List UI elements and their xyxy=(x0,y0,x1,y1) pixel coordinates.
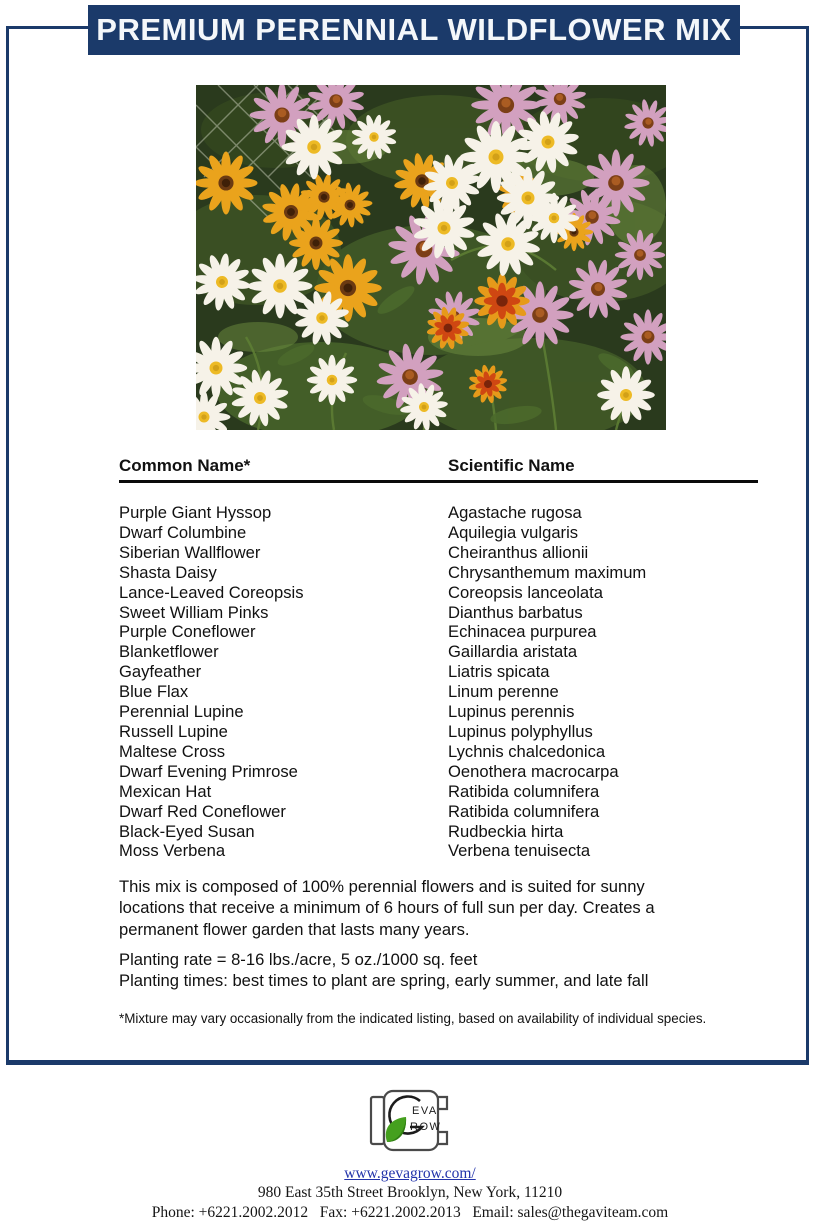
table-row xyxy=(119,523,758,543)
scientific-name-cell: Linum perenne xyxy=(448,682,559,702)
mixture-footnote: *Mixture may vary occasionally from the indicated listing, based on availability of individual species. xyxy=(119,1011,707,1026)
wildflower-photo-illustration xyxy=(196,85,666,430)
scientific-name-cell: Agastache rugosa xyxy=(448,503,582,522)
table-row xyxy=(119,603,758,623)
scientific-name-cell: Oenothera macrocarpa xyxy=(448,761,619,781)
table-row xyxy=(119,543,758,563)
common-name-cell: Blue Flax xyxy=(119,682,189,702)
scientific-name-cell: Verbena tenuisecta xyxy=(448,841,591,861)
contact-text: Phone: +6221.2002.2012 Fax: +6221.2002.2013 Email: sales@thegaviteam.com xyxy=(151,1204,669,1221)
scientific-name-cell: Lupinus perennis xyxy=(448,702,575,722)
scientific-name-cell: Chrysanthemum maximum xyxy=(448,562,647,582)
page-title: PREMIUM PERENNIAL WILDFLOWER MIX xyxy=(96,12,732,47)
common-name-cell: Perennial Lupine xyxy=(119,702,244,722)
common-name-column-header: Common Name* xyxy=(119,456,251,475)
planting-times: Planting times: best times to plant are spring, early summer, and late fall xyxy=(119,971,649,991)
table-row xyxy=(119,702,758,722)
table-row xyxy=(119,802,758,822)
table-row xyxy=(119,682,758,702)
common-name-cell: Blanketflower xyxy=(119,642,219,662)
title-banner xyxy=(88,5,740,55)
common-name-cell: Sweet William Pinks xyxy=(119,602,269,622)
mix-description-line: permanent flower garden that lasts many years. xyxy=(119,919,470,939)
planting-rate: Planting rate = 8-16 lbs./acre, 5 oz./1000 sq. feet xyxy=(119,950,478,969)
wildflower-photo xyxy=(196,85,666,430)
species-table-header xyxy=(119,456,758,476)
logo-text-line2: ROW xyxy=(410,1121,442,1133)
common-name-cell: Black-Eyed Susan xyxy=(119,821,255,841)
species-table xyxy=(119,456,758,861)
scientific-name-cell: Aquilegia vulgaris xyxy=(448,522,579,542)
table-row xyxy=(119,563,758,583)
common-name-cell: Mexican Hat xyxy=(119,781,212,801)
scientific-name-cell: Lupinus polyphyllus xyxy=(448,721,593,741)
common-name-cell: Dwarf Evening Primrose xyxy=(119,761,298,781)
scientific-name-cell: Cheiranthus allionii xyxy=(448,542,589,562)
species-table-rows xyxy=(119,503,758,861)
table-row xyxy=(119,662,758,682)
table-row xyxy=(119,742,758,762)
mix-description xyxy=(119,876,759,940)
website-link[interactable]: www.gevagrow.com/ xyxy=(344,1165,476,1182)
scientific-name-cell: Coreopsis lanceolata xyxy=(448,582,603,602)
common-name-cell: Moss Verbena xyxy=(119,841,226,861)
scientific-name-cell: Dianthus barbatus xyxy=(448,602,583,622)
table-row xyxy=(119,622,758,642)
table-row xyxy=(119,841,758,861)
footer xyxy=(0,1084,820,1222)
table-row xyxy=(119,583,758,603)
scientific-name-cell: Rudbeckia hirta xyxy=(448,821,564,841)
table-row xyxy=(119,762,758,782)
geva-grow-logo xyxy=(367,1084,453,1160)
common-name-cell: Maltese Cross xyxy=(119,741,226,761)
scientific-name-cell: Lychnis chalcedonica xyxy=(448,741,606,761)
common-name-cell: Dwarf Red Coneflower xyxy=(119,801,286,821)
scientific-name-cell: Ratibida columnifera xyxy=(448,781,600,801)
table-header-rule xyxy=(119,480,758,483)
common-name-cell: Siberian Wallflower xyxy=(119,542,261,562)
table-row xyxy=(119,503,758,523)
address-text: 980 East 35th Street Brooklyn, New York, 11210 xyxy=(257,1184,563,1201)
table-row xyxy=(119,782,758,802)
table-row xyxy=(119,642,758,662)
planting-info xyxy=(119,949,759,992)
scientific-name-cell: Liatris spicata xyxy=(448,662,550,682)
common-name-cell: Shasta Daisy xyxy=(119,562,217,582)
mix-description-line: This mix is composed of 100% perennial flowers and is suited for sunny xyxy=(119,877,645,896)
common-name-cell: Lance-Leaved Coreopsis xyxy=(119,582,304,602)
scientific-name-column-header: Scientific Name xyxy=(448,456,575,475)
scientific-name-cell: Echinacea purpurea xyxy=(448,622,597,642)
common-name-cell: Russell Lupine xyxy=(119,721,228,741)
common-name-cell: Purple Giant Hyssop xyxy=(119,503,272,522)
common-name-cell: Dwarf Columbine xyxy=(119,522,247,542)
table-row xyxy=(119,722,758,742)
common-name-cell: Purple Coneflower xyxy=(119,622,256,642)
scientific-name-cell: Gaillardia aristata xyxy=(448,642,578,662)
scientific-name-cell: Ratibida columnifera xyxy=(448,801,600,821)
common-name-cell: Gayfeather xyxy=(119,662,202,682)
logo-text-line1: EVA xyxy=(412,1105,438,1117)
mix-description-line: locations that receive a minimum of 6 hours of full sun per day. Creates a xyxy=(119,898,655,918)
table-row xyxy=(119,822,758,842)
